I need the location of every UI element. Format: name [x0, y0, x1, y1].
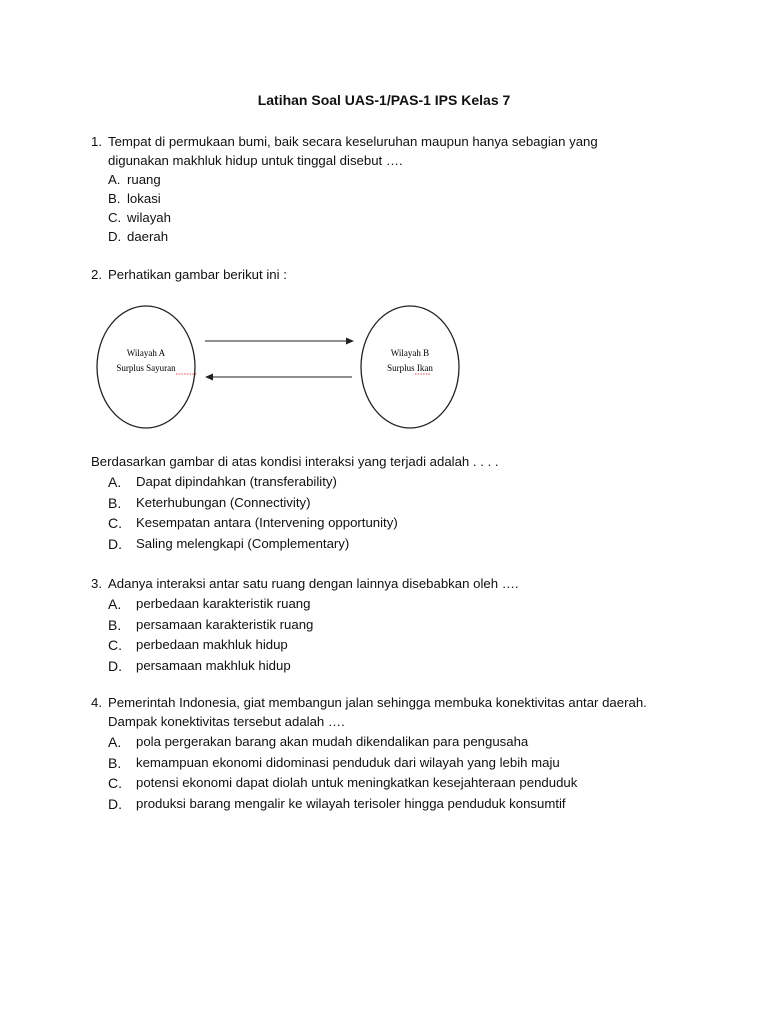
- question-text: [108, 693, 731, 731]
- option-d: D. daerah: [108, 229, 169, 244]
- options-list: [108, 170, 691, 246]
- option-b: B. persamaan karakteristik ruang: [108, 616, 314, 633]
- question-number: 3.: [91, 576, 102, 591]
- option-a: A. ruang: [108, 172, 161, 187]
- page-title: Latihan Soal UAS-1/PAS-1 IPS Kelas 7: [257, 92, 511, 108]
- option-a: A. perbedaan karakteristik ruang: [108, 596, 311, 612]
- question-text-line: Tempat di permukaan bumi, baik secara keseluruhan maupun hanya sebagian yang: [108, 134, 598, 149]
- region-b-sub: Surplus Ikan: [387, 363, 433, 373]
- question-text-line: digunakan makhluk hidup untuk tinggal disebut ….: [108, 153, 403, 168]
- option-d: D. persamaan makhluk hidup: [108, 657, 291, 674]
- question-text-line: Dampak konektivitas tersebut adalah ….: [108, 714, 345, 729]
- region-a-sub: Surplus Sayuran: [116, 363, 176, 373]
- question-number: 4.: [91, 695, 102, 710]
- question-text: Adanya interaksi antar satu ruang dengan lainnya disebabkan oleh ….: [108, 576, 519, 591]
- interaction-diagram: [90, 300, 470, 435]
- option-d: D. Saling melengkapi (Complementary): [108, 535, 350, 552]
- option-a: A. pola pergerakan barang akan mudah dikendalikan para pengusaha: [108, 734, 529, 750]
- arrow-b-to-a-head: [205, 374, 213, 381]
- question-number: 2.: [91, 267, 102, 282]
- option-d: D. produksi barang mengalir ke wilayah terisoler hingga penduduk konsumtif: [108, 795, 566, 812]
- question-4: [91, 693, 731, 814]
- question-text: Perhatikan gambar berikut ini :: [108, 267, 287, 282]
- region-b-name: Wilayah B: [390, 348, 430, 358]
- option-c: C. potensi ekonomi dapat diolah untuk meningkatkan kesejahteraan penduduk: [108, 775, 578, 791]
- question-2-followup: Berdasarkan gambar di atas kondisi interaksi yang terjadi adalah . . . .: [91, 454, 499, 469]
- question-text: [108, 132, 691, 170]
- question-text-line: Pemerintah Indonesia, giat membangun jalan sehingga membuka konektivitas antar daerah.: [108, 695, 647, 710]
- region-a-name: Wilayah A: [126, 348, 166, 358]
- option-b: B. lokasi: [108, 191, 161, 206]
- option-c: C. perbedaan makhluk hidup: [108, 637, 288, 653]
- question-3: [91, 574, 691, 676]
- question-2: [91, 265, 691, 284]
- options-list: [108, 732, 731, 814]
- option-c: C. Kesempatan antara (Intervening opportunity): [108, 515, 398, 531]
- options-list: [108, 472, 691, 554]
- question-number: 1.: [91, 134, 102, 149]
- arrow-a-to-b-head: [346, 338, 354, 345]
- question-1: [91, 132, 691, 246]
- option-b: B. Keterhubungan (Connectivity): [108, 494, 311, 511]
- question-2-options: [91, 472, 691, 554]
- option-a: A. Dapat dipindahkan (transferability): [108, 474, 337, 490]
- option-c: C. wilayah: [108, 210, 171, 225]
- option-b: B. kemampuan ekonomi didominasi penduduk dari wilayah yang lebih maju: [108, 754, 560, 771]
- options-list: [108, 594, 691, 676]
